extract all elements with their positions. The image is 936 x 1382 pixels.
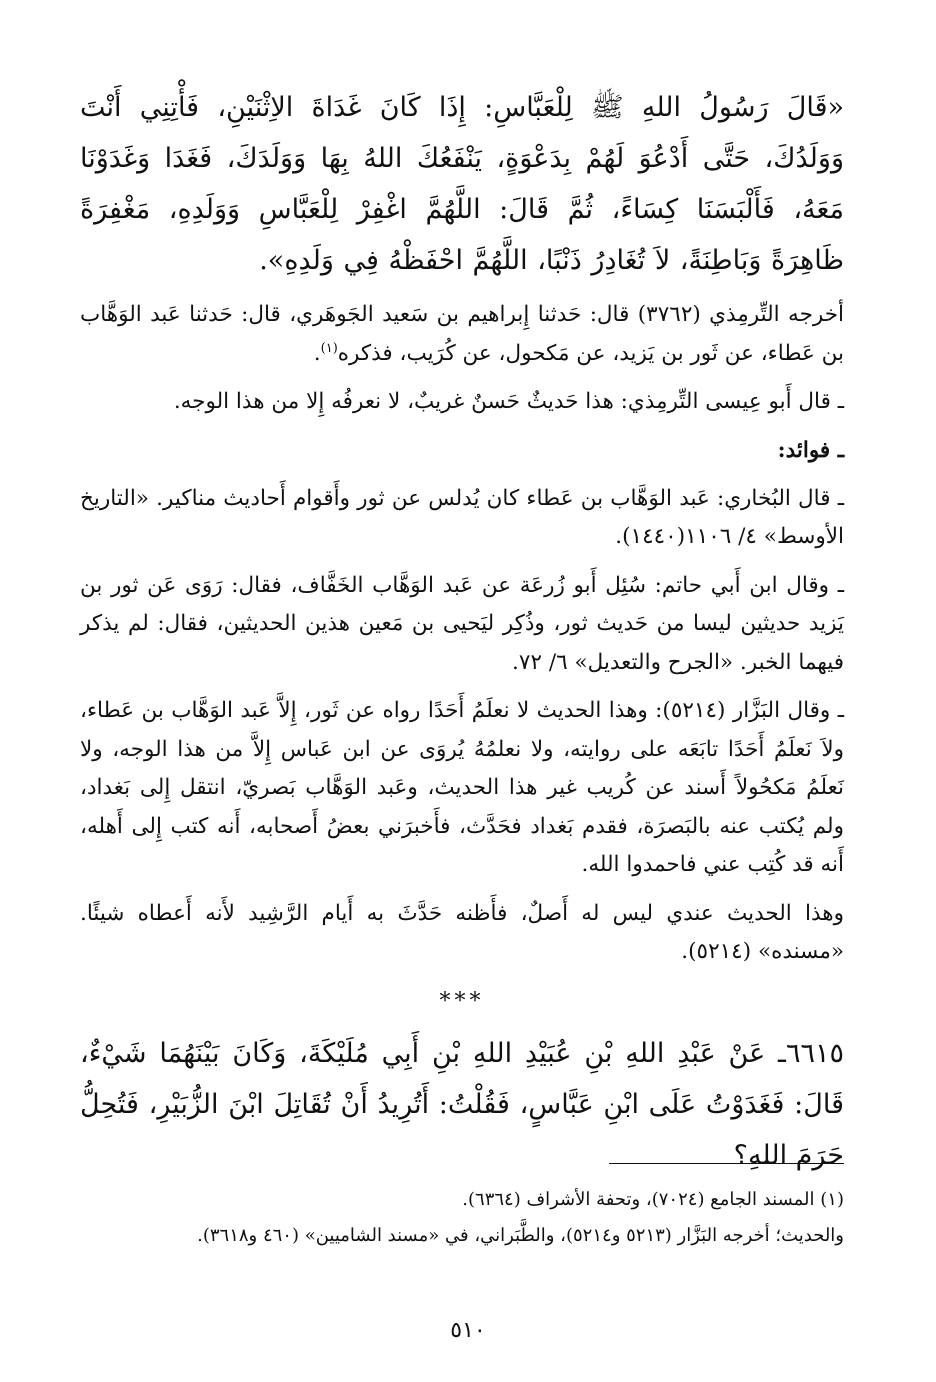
footnote-2: والحديث؛ أخرجه البَزَّار (٥٢١٣ و٥٢١٤)، والطَّبَراني، في «مسند الشاميين» (٤٦٠ و٣٦١٨). [197,1225,844,1246]
bazzar-continuation: وهذا الحديث عندي ليس له أَصلٌ، فأَظنه حَدَّثَ به أَيام الرَّشِيد لأَنه أَعطاه شيئًا. «مسنده» (٥٢١٤). [80,900,844,964]
section-separator: *** [439,988,485,1014]
ibn-abi-hatim-paragraph: ـ وقال ابن أَبي حاتم: سُئِل أَبو زُرعَة عن عَبد الوَهَّاب الخَفَّاف، فقال: رَوَى عَن ثور بن يَزيد حديثين ليسا من حَديث ثور، وذُكِر ليَحيى بن مَعين هذين الحديثين، فقال: لم يذكر فيهما الخبر. «الجرح والتعديل» ٦/ ٧٢. [80,572,844,675]
hadith-text: «قَالَ رَسُولُ اللهِ ﷺ لِلْعَبَّاسِ: إِذَا كَانَ غَدَاةَ الاِثْنَيْنِ، فَأْتِنِي أَنْتَ وَوَلَدُكَ، حَتَّى أَدْعُوَ لَهُمْ بِدَعْوَةٍ، يَنْفَعُكَ اللهُ بِهَا وَوَلَدَكَ، فَغَدَا وَغَدَوْنَا مَعَهُ، فَأَلْبَسَنَا كِسَاءً، ثُمَّ قَالَ: اللَّهُمَّ اغْفِرْ لِلْعَبَّاسِ وَوَلَدِهِ، مَغْفِرَةً ظَاهِرَةً وَبَاطِنَةً، لاَ تُغَادِرُ ذَنْبًا، اللَّهُمَّ احْفَظْهُ فِي وَلَدِهِ». [80,92,844,276]
footnote-1: (١) المسند الجامع (٧٠٢٤)، وتحفة الأشراف (٦٣٦٤). [462,1189,844,1210]
footnote-divider [609,1163,844,1164]
footnote-marker[interactable]: (١) [320,340,338,356]
bazzar-paragraph: ـ وقال البَزَّار (٥٢١٤): وهذا الحديث لا نعلَمُ أَحَدًا رواه عن ثَور، إِلاَّ عَبد الوَهَّاب بن عَطاء، ولاَ نَعلَمُ أَحَدًا تابَعَه على روايته، ولا نعلمُهُ يُروَى عن ابن عَباس إِلاَّ من هذا الوجه، ولا نَعلَمُ مَكحُولاً أَسند عن كُريب غير هذا الحديث، وعَبد الوَهَّاب بَصريّ، انتقل إِلى بَغداد، ولم يُكتب عنه بالبَصرَة، فقدم بَغداد فحَدَّث، فأَخبرَني بعضُ أَصحابه، أَنه كتب إِلى أَهله، أَنه قد كُتِب عني فاحمدوا الله. [80,698,844,877]
page-body [80,82,844,1342]
tirmidhi-comment: ـ قال أَبو عِيسى التِّرمِذي: هذا حَديثٌ حَسنٌ غريبٌ، لا نعرفُه إِلا من هذا الوجه. [173,389,844,414]
bukhari-paragraph: ـ قال البُخاري: عَبد الوَهَّاب بن عَطاء كان يُدلس عن ثور وأَقوام أَحاديث مناكير. «التاريخ الأوسط» ٤/ ١١٠٦(١٤٤٠). [80,485,844,549]
takhrij-paragraph: أخرجه التِّرمِذي (٣٧٦٢) قال: حَدثنا إِبراهيم بن سَعيد الجَوهَري، قال: حَدثنا عَبد الوَهَّاب بن عَطاء، عن ثَور بن يَزيد، عن مَكحول، عن كُرَيب، فذكره$^{(١)}$. [80,302,844,366]
next-hadith-text: ٦٦١٥ـ عَنْ عَبْدِ اللهِ بْنِ عُبَيْدِ اللهِ بْنِ أَبِي مُلَيْكَةَ، وَكَانَ بَيْنَهُمَا شَيْءٌ، قَالَ: فَغَدَوْتُ عَلَى ابْنِ عَبَّاسٍ، فَقُلْتُ: أَتُرِيدُ أَنْ تُقَاتِلَ ابْنَ الزُّبَيْرِ، فَتُحِلُّ حَرَمَ اللهِ؟ [80,1037,844,1171]
footnotes [80,1182,844,1254]
page-number: ٥١٠ [450,1318,486,1343]
takhrij-text: أخرجه التِّرمِذي (٣٧٦٢) قال: حَدثنا إِبراهيم بن سَعيد الجَوهَري، قال: حَدثنا عَبد الوَهَّاب بن عَطاء، عن ثَور بن يَزيد، عن مَكحول، عن كُرَيب، فذكره [80,302,844,366]
fawaid-heading: ـ فوائد: [777,437,844,463]
